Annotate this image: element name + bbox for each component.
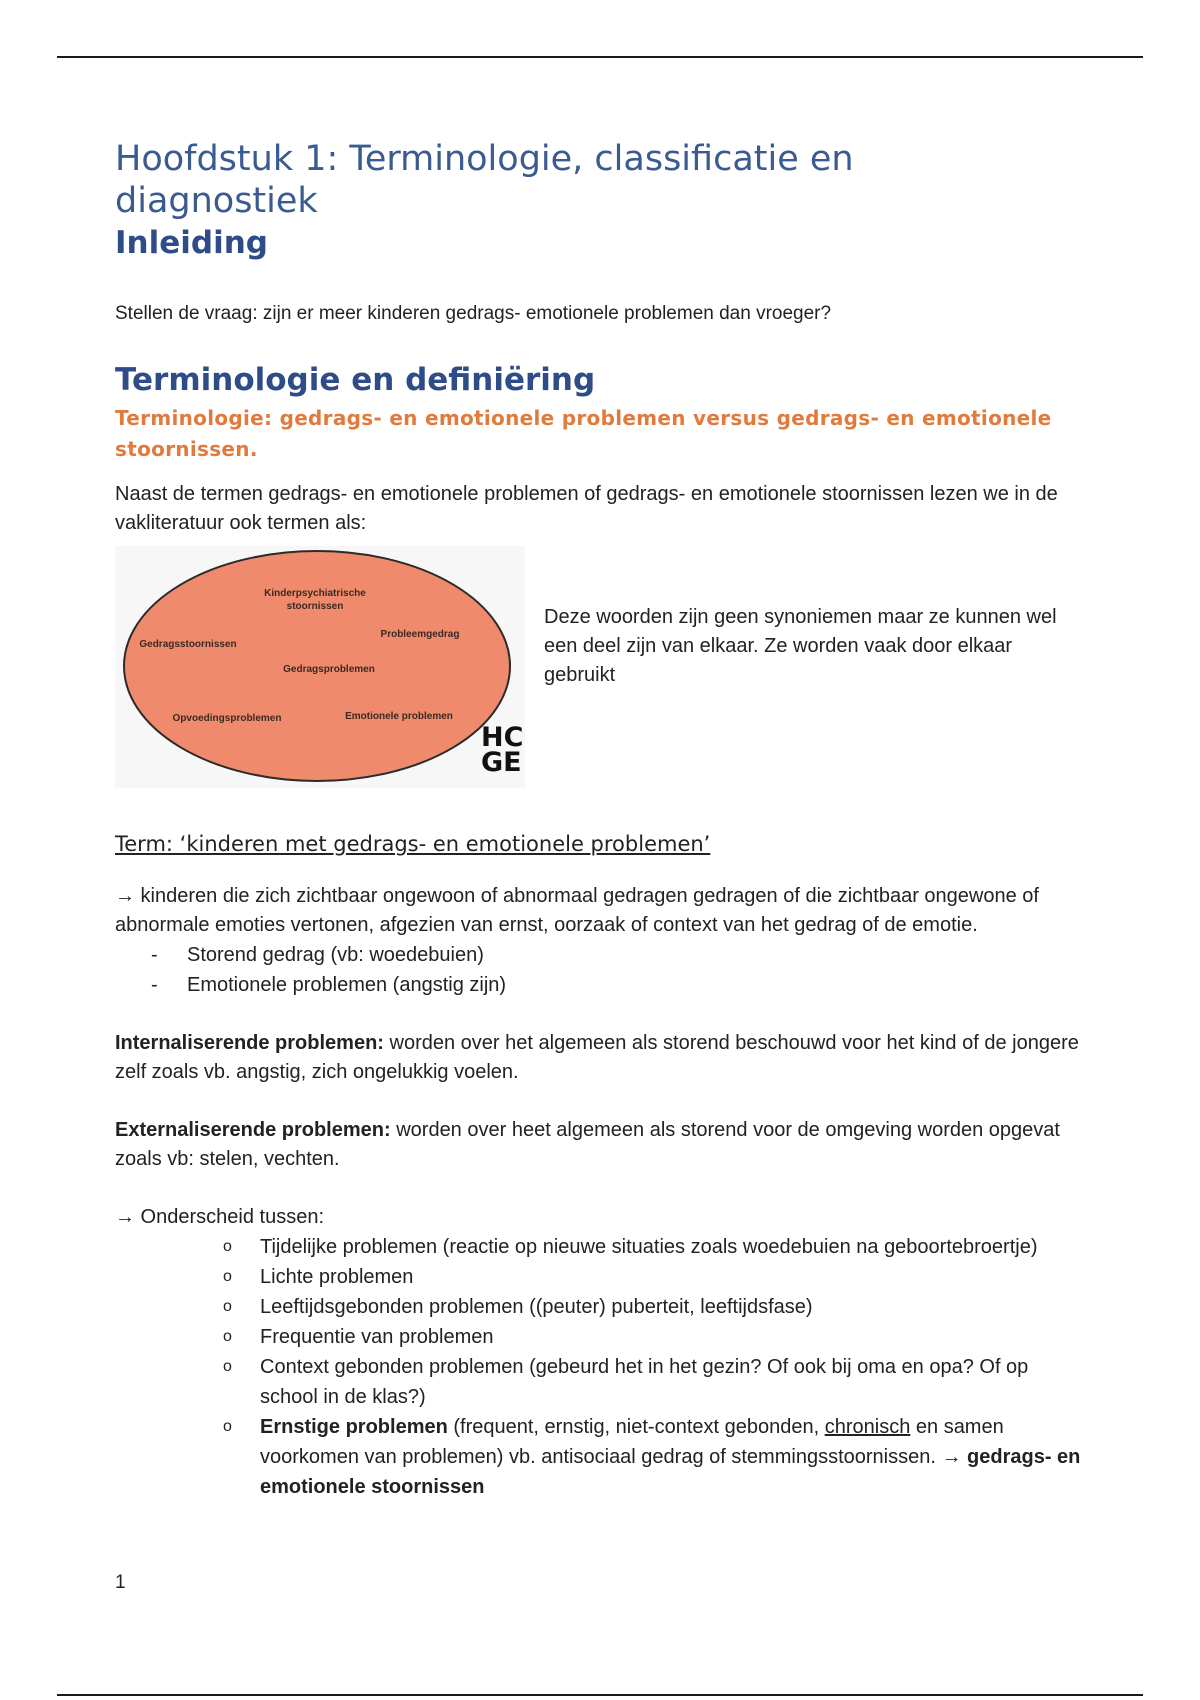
list-item: [115, 1352, 1085, 1412]
bottom-rule: [57, 1694, 1143, 1696]
circle-bullet-icon: o: [223, 1268, 232, 1285]
chapter-title-line1: Hoofdstuk 1: Terminologie, classificatie en: [115, 139, 854, 179]
label-opvoedingsproblemen: Opvoedingsproblemen: [172, 713, 282, 724]
list-item-text: Frequentie van problemen: [260, 1326, 494, 1348]
circle-bullet-icon: o: [223, 1238, 232, 1255]
top-rule: [57, 56, 1143, 58]
term-description: → kinderen die zich zichtbaar ongewoon of abnormaal gedragen gedragen of die zichtbaar ongewone of abnormale emoties vertonen, afgezien van ernst, oorzaak of context van het gedrag of de emotie.: [115, 885, 1039, 936]
dash-bullet: -: [151, 944, 158, 966]
logo-line1: HC: [481, 722, 524, 753]
page-number: 1: [115, 1572, 126, 1593]
term-heading: Term: ‘kinderen met gedrags- en emotionele problemen’: [115, 832, 711, 856]
subtitle-inleiding: Inleiding: [115, 225, 268, 261]
label-gedragsstoornissen: Gedragsstoornissen: [139, 639, 237, 650]
chapter-title-line2: diagnostiek: [115, 181, 318, 221]
list-item-text: Storend gedrag (vb: woedebuien): [187, 944, 484, 966]
label-gedragsproblemen: Gedragsproblemen: [283, 664, 375, 675]
term-examples-list: [115, 940, 1085, 1000]
list-item-text: Emotionele problemen (angstig zijn): [187, 974, 507, 996]
diagram-side-text: Deze woorden zijn geen synoniemen maar ze kunnen wel een deel zijn van elkaar. Ze worden vaak door elkaar gebruikt: [544, 606, 1057, 686]
list-item-text: Context gebonden problemen (gebeurd het in het gezin? Of ook bij oma en opa? Of op school in de klas?): [260, 1356, 1029, 1408]
dash-bullet: -: [151, 974, 158, 996]
circle-bullet-icon: o: [223, 1418, 232, 1435]
chronisch-underlined: chronisch: [824, 1416, 911, 1438]
chapter-title: [115, 138, 1085, 222]
ernstige-conclusion: gedrags- en emotionele stoornissen: [260, 1446, 1081, 1498]
label-emotionele-problemen: Emotionele problemen: [345, 711, 453, 722]
document-body: [115, 138, 1085, 1502]
list-item-text: Lichte problemen: [260, 1266, 414, 1288]
list-item: [115, 1232, 1085, 1262]
label-kinderpsych-line1: Kinderpsychiatrische: [264, 588, 366, 599]
list-item: [115, 1262, 1085, 1292]
externaliserend-label: Externaliserende problemen:: [115, 1119, 391, 1141]
terminology-diagram-svg: [115, 546, 525, 788]
circle-bullet-icon: o: [223, 1298, 232, 1315]
list-item: [115, 970, 1085, 1000]
circle-bullet-icon: o: [223, 1358, 232, 1375]
internaliserend-text: worden over het algemeen als storend beschouwd voor het kind of de jongere zelf zoals vb. angstig, zich ongelukkig voelen.: [115, 1032, 1079, 1083]
ernstige-label: Ernstige problemen: [260, 1416, 448, 1438]
list-item: [115, 940, 1085, 970]
list-item: [115, 1292, 1085, 1322]
list-item: [115, 1412, 1085, 1502]
intro-text: Stellen de vraag: zijn er meer kinderen gedrags- emotionele problemen dan vroeger?: [115, 303, 832, 324]
figure-row: [115, 544, 1085, 794]
list-item: [115, 1322, 1085, 1352]
externaliserend-text: worden over heet algemeen als storend voor de omgeving worden opgevat zoals vb: stelen, vechten.: [115, 1119, 1060, 1170]
section-subheading: Terminologie: gedrags- en emotionele problemen versus gedrags- en emotionele stoornissen.: [115, 406, 1052, 461]
terminology-diagram: [115, 546, 525, 788]
list-item-text: Leeftijdsgebonden problemen ((peuter) puberteit, leeftijdsfase): [260, 1296, 813, 1318]
onderscheid-list: [115, 1232, 1085, 1502]
ernstige-text-a: (frequent, ernstig, niet-context gebonden,: [447, 1416, 825, 1438]
internaliserend-paragraph: [115, 1029, 1085, 1087]
onderscheid-intro: → Onderscheid tussen:: [115, 1206, 324, 1228]
label-probleemgedrag: Probleemgedrag: [380, 629, 460, 640]
list-item-text: Tijdelijke problemen (reactie op nieuwe situaties zoals woedebuien na geboortebroertje): [260, 1236, 1038, 1258]
logo-line2: GE: [481, 747, 522, 778]
ernstige-text-b: en samen voorkomen van problemen) vb. antisociaal gedrag of stemmingsstoornissen. →: [260, 1416, 1004, 1468]
section-intro-paragraph: Naast de termen gedrags- en emotionele problemen of gedrags- en emotionele stoornissen lezen we in de vakliteratuur ook termen als:: [115, 483, 1058, 534]
label-kinderpsych-line2: stoornissen: [286, 601, 344, 612]
section-heading: Terminologie en definiëring: [115, 362, 596, 398]
circle-bullet-icon: o: [223, 1328, 232, 1345]
externaliserend-paragraph: [115, 1116, 1085, 1174]
internaliserend-label: Internaliserende problemen:: [115, 1032, 384, 1054]
